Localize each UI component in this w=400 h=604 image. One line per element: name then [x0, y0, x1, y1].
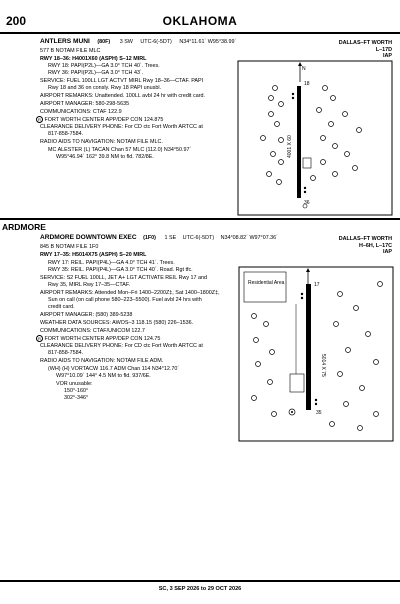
- ardmore-weather: WEATHER DATA SOURCES: AWOS–3 118.15 (580) 226–1536.: [40, 320, 194, 326]
- antlers-remarks: AIRPORT REMARKS: Unattended. 100LL avbl 24 hr with credit card.: [40, 93, 205, 99]
- ardmore-cd-phone: CLEARANCE DELIVERY PHONE: For CD ctc Fort Worth ARTCC at: [40, 343, 203, 349]
- ardmore-comms: COMMUNICATIONS: CTAF/UNICOM 122.7: [40, 328, 145, 334]
- effective-dates: SC, 3 SEP 2026 to 29 OCT 2026: [158, 586, 242, 592]
- antlers-navaids: RADIO AIDS TO NAVIGATION: NOTAM FILE MLC.: [40, 139, 163, 145]
- ardmore-service: SERVICE: S2 FUEL 100LL, JET A+ LGT ACTIVATE REIL Rwy 17 and: [40, 275, 208, 281]
- rwy-17-label: 17: [314, 282, 320, 288]
- antlers-ident: (80F): [97, 39, 111, 45]
- antlers-tacan: MC ALESTER (L) TACAN Chan 57 MLC (112.0) N34°50.97´: [48, 147, 192, 153]
- rwy-36-label: 36: [304, 200, 310, 206]
- section-rule: [0, 218, 400, 220]
- ardmore-remarks-3: credit card.: [48, 304, 75, 310]
- antlers-elev: 577 B NOTAM FILE MLC: [40, 48, 101, 54]
- footer-rule: [0, 580, 400, 582]
- tree-symbols: [252, 282, 383, 431]
- diagram-frame: [238, 61, 392, 215]
- antlers-service-2: Rwy 18 and 36 on consly. Rwy 18 PAPI unusbl.: [48, 85, 162, 91]
- ardmore-center-tags: DALLAS–FT WORTH H–6H, L–17C IAP: [338, 236, 392, 256]
- ardmore-vortac-2: W97°10.09´ 144° 4.5 NM to fld. 937/6E.: [56, 373, 151, 379]
- ardmore-remarks-2: Sun on call (on call phone 580–223–5500). Fuel avbl 24 hrs with: [48, 297, 202, 303]
- antlers-cd-phone: CLEARANCE DELIVERY PHONE: For CD ctc Fort Worth ARTCC at: [40, 124, 203, 130]
- rwy-dims-label: 5014 X 75: [320, 354, 326, 377]
- antlers-title-line: [40, 39, 236, 45]
- antlers-cd-phone-2: 817-858-7584.: [48, 131, 84, 137]
- ardmore-elev: 845 B NOTAM FILE 1F0: [40, 244, 99, 250]
- ardmore-rwy35: RWY 35: REIL. PAPI(P4L)—GA 3.0° TCH 40´. Road. Rgt tfc.: [48, 267, 193, 273]
- ardmore-manager: AIRPORT MANAGER: (580) 389-5238: [40, 312, 133, 318]
- ardmore-rwy17: RWY 17: REIL. PAPI(P4L)—GA 4.0° TCH 41´. Trees.: [48, 260, 175, 266]
- svg-text:N: N: [302, 66, 306, 72]
- antlers-utc: UTC-6(-5DT): [140, 39, 172, 45]
- ardmore-service-2: Rwy 35, MIRL Rwy 17–35—CTAF.: [48, 282, 131, 288]
- residential-label: Residential Area: [248, 280, 285, 286]
- rwy-18-label: 18: [304, 81, 310, 87]
- runway-18-36: [297, 86, 301, 198]
- antlers-manager: AIRPORT MANAGER: 580-298-5635: [40, 101, 130, 107]
- state-title: OKLAHOMA: [162, 14, 238, 28]
- ardmore-center: R FORT WORTH CENTER APP/DEP CON 124.75: [36, 335, 160, 342]
- ardmore-utc: UTC-6(-5DT): [182, 235, 215, 241]
- antlers-loc: 3 SW: [119, 39, 133, 45]
- antlers-comms: COMMUNICATIONS: CTAF 122.9: [40, 109, 122, 115]
- circle-r-icon: R: [36, 116, 43, 123]
- ardmore-navaids: RADIO AIDS TO NAVIGATION: NOTAM FILE ADM.: [40, 358, 164, 364]
- antlers-rwy: RWY 18–36: H4001X60 (ASPH) S–12 MIRL: [40, 56, 147, 62]
- beacon-icon: [289, 409, 295, 415]
- apron: [290, 374, 304, 392]
- antlers-rwy36: RWY 36: PAPI(P2L)—GA 3.0° TCH 43´.: [48, 70, 144, 76]
- ardmore-vortac: (WH) (H) VORTACW 116.7 ADM Chan 114 N34°12.70´: [48, 366, 180, 372]
- rwy-35-label: 35: [316, 410, 322, 416]
- header-rule: [0, 32, 400, 34]
- ardmore-remarks: AIRPORT REMARKS: Attended Mon–Fri 1400–2200Z‡, Sat 1400–1800Z‡,: [40, 290, 220, 296]
- antlers-center: R FORT WORTH CENTER APP/DEP CON 124.875: [36, 116, 163, 123]
- ardmore-title-line: [40, 235, 278, 241]
- residential-area: [244, 272, 286, 302]
- north-arrow-icon: [306, 268, 310, 286]
- ardmore-airport-diagram: [236, 264, 396, 444]
- antlers-tacan-2: W95°46.94´ 162° 39.8 NM to fld. 782/8E.: [56, 154, 154, 160]
- ardmore-loc: 1 SE: [164, 235, 177, 241]
- circle-r-icon: R: [36, 335, 43, 342]
- ardmore-name: ARDMORE DOWNTOWN EXEC: [40, 234, 137, 241]
- ardmore-coords: N34°08.82´ W97°07.36´: [220, 235, 278, 241]
- city-title: ARDMORE: [2, 222, 46, 232]
- ardmore-ident: (1F0): [143, 235, 156, 241]
- ardmore-vor-range-1: 150°-160°: [64, 388, 89, 394]
- apron: [303, 158, 311, 168]
- ardmore-vor-range-2: 302°-346°: [64, 395, 89, 401]
- tree-symbols: [261, 86, 362, 185]
- ardmore-vor-unusable: VOR unusable:: [56, 381, 93, 387]
- ardmore-rwy: RWY 17–35: H5014X75 (ASPH) S–20 MIRL: [40, 252, 147, 258]
- antlers-rwy18: RWY 18: PAPI(P2L)—GA 3.0° TCH 40´. Trees.: [48, 63, 160, 69]
- antlers-name: ANTLERS MUNI: [40, 38, 90, 45]
- runway-17-35: [306, 284, 311, 410]
- antlers-center-tags: DALLAS–FT WORTH L–17D IAP: [338, 40, 392, 60]
- north-arrow-icon: [298, 62, 306, 82]
- ardmore-cd-phone-2: 817-858-7584.: [48, 350, 84, 356]
- antlers-service: SERVICE: FUEL 100LL LGT ACTVT MIRL Rwy 18–36—CTAF. PAPI: [40, 78, 204, 84]
- antlers-airport-diagram: [235, 58, 395, 218]
- antlers-coords: N34°11.61´ W95°38.99´: [179, 39, 237, 45]
- page-number: 200: [6, 14, 27, 28]
- rwy-dims-label: 4001 X 60: [287, 135, 293, 158]
